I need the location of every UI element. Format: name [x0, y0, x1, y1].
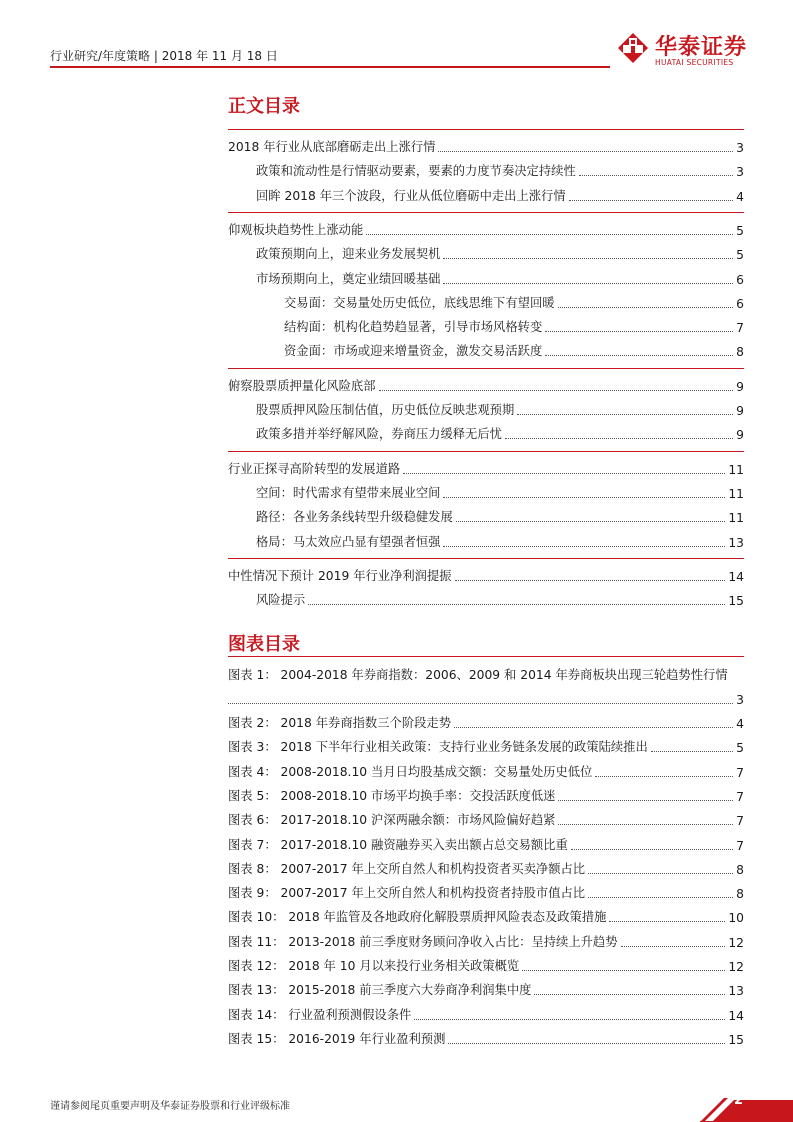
toc-entry-page: 3 [736, 141, 744, 155]
figure-entry-page: 7 [736, 838, 744, 853]
leader-dots [609, 921, 725, 922]
toc-entry-page: 13 [728, 535, 744, 550]
toc-group-divider [228, 129, 744, 130]
footer-disclaimer: 谨请参阅尾页重要声明及华泰证券股票和行业评级标准 [50, 1101, 290, 1112]
toc-entry-label: 市场预期向上，奠定业绩回暖基础 [256, 271, 441, 286]
leader-dots [569, 200, 734, 201]
figure-entry-page: 13 [728, 984, 744, 999]
toc-entry-label: 股票质押风险压制估值，历史低位反映悲观预期 [256, 403, 515, 417]
leader-dots [454, 727, 733, 728]
toc-entry-label: 行业正探寻高阶转型的发展道路 [228, 461, 401, 476]
toc-group-divider [228, 558, 744, 559]
leader-dots [588, 897, 733, 898]
toc-entry-page: 9 [736, 379, 744, 394]
toc-entry-level-1[interactable] [228, 220, 744, 238]
leader-dots [517, 414, 733, 415]
page-number: 2 [734, 1093, 744, 1108]
figure-entry-1-continuation[interactable] [228, 689, 744, 707]
leader-dots [522, 970, 725, 971]
leader-dots [558, 800, 733, 801]
figure-entry[interactable] [228, 907, 744, 925]
figure-entry-page: 15 [728, 1032, 744, 1047]
leader-dots [448, 1043, 725, 1044]
toc-entry-label: 仰观板块趋势性上涨动能 [228, 222, 364, 237]
figures-title-divider [228, 656, 744, 657]
leader-dots [455, 580, 726, 581]
toc-entry-label: 格局：马太效应凸显有望强者恒强 [256, 534, 441, 549]
leader-dots [588, 873, 733, 874]
toc-entry-level-2[interactable] [256, 400, 744, 418]
toc-title: 正文目录 [228, 96, 300, 117]
toc-entry-level-2[interactable] [256, 244, 744, 262]
leader-dots [545, 331, 733, 332]
toc-entry-level-2[interactable] [256, 532, 744, 550]
toc-entry-label: 中性情况下预计 2019 年行业净利润提振 [228, 568, 452, 583]
toc-entry-level-2[interactable] [256, 590, 744, 608]
leader-dots [443, 258, 733, 259]
figure-entry-label: 图表 13： 2015-2018 前三季度六大券商净利润集中度 [228, 983, 532, 998]
leader-dots [558, 824, 733, 825]
figure-entry[interactable] [228, 713, 744, 731]
figure-entry-label: 图表 14： 行业盈利预测假设条件 [228, 1007, 412, 1022]
figure-entry-page: 7 [736, 814, 744, 829]
leader-dots [403, 473, 725, 474]
toc-entry-level-2[interactable] [256, 186, 744, 204]
leader-dots [456, 521, 726, 522]
figure-entry-label: 图表 10： 2018 年监管及各地政府化解股票质押风险表态及政策措施 [228, 910, 607, 925]
leader-dots [443, 283, 733, 284]
leader-dots [414, 1019, 725, 1020]
toc-entry-label: 路径：各业务条线转型升级稳健发展 [256, 510, 453, 525]
figure-entry-label: 图表 3： 2018 下半年行业相关政策：支持行业业务链条发展的政策陆续推出 [228, 740, 648, 755]
toc-entry-label: 政策预期向上，迎来业务发展契机 [256, 247, 441, 262]
figure-entry-page: 7 [736, 765, 744, 780]
leader-dots [621, 946, 726, 947]
toc-group-divider [228, 368, 744, 369]
header-divider [50, 66, 610, 68]
toc-entry-page: 11 [728, 486, 744, 501]
figure-entry[interactable] [228, 980, 744, 998]
toc-entry-level-1[interactable] [228, 566, 744, 584]
toc-entry-page: 9 [736, 428, 744, 443]
leader-dots [545, 355, 733, 356]
figure-entry-page: 5 [736, 741, 744, 756]
toc-entry-level-3[interactable] [284, 341, 744, 359]
figure-entry[interactable] [228, 835, 744, 853]
leader-dots [443, 497, 725, 498]
toc-entry-label: 空间：时代需求有望带来展业空间 [256, 485, 441, 500]
figure-entry-label: 图表 4： 2008-2018.10 当月日均股基成交额：交易量处历史低位 [228, 764, 593, 779]
toc-entry-page: 3 [736, 165, 744, 180]
toc-entry-label: 资金面：市场或迎来增量资金，激发交易活跃度 [284, 344, 543, 359]
toc-group-divider [228, 451, 744, 452]
toc-entry-page: 8 [736, 345, 744, 360]
leader-dots [595, 776, 733, 777]
toc-entry-page: 6 [736, 272, 744, 287]
toc-entry-label: 结构面：机构化趋势趋显著，引导市场风格转变 [284, 320, 543, 335]
header-text: 行业研究/年度策略 | 2018 年 11 月 18 日 [50, 49, 278, 63]
figure-entry-label: 图表 2： 2018 年券商指数三个阶段走势 [228, 716, 452, 730]
figure-entry-page: 8 [736, 862, 744, 877]
figure-entry-label: 图表 15： 2016-2019 年行业盈利预测 [228, 1031, 446, 1046]
toc-entry-page: 6 [736, 296, 744, 311]
figure-entry[interactable] [228, 932, 744, 950]
toc-entry-level-2[interactable] [256, 161, 744, 179]
toc-entry-page: 4 [736, 189, 744, 204]
figure-entry[interactable] [228, 786, 744, 804]
leader-dots [558, 307, 734, 308]
leader-dots [379, 390, 734, 391]
toc-entry-level-1[interactable] [228, 137, 744, 155]
toc-entry-level-2[interactable] [256, 269, 744, 287]
toc-entry-page: 9 [736, 404, 744, 418]
leader-dots [651, 751, 733, 752]
figure-entry[interactable] [228, 737, 744, 755]
figure-entry[interactable] [228, 956, 744, 974]
toc-entry-label: 交易面：交易量处历史低位，底线思维下有望回暖 [284, 295, 555, 310]
toc-entry-level-3[interactable] [284, 317, 744, 335]
leader-dots [571, 849, 733, 850]
leader-dots [308, 604, 725, 605]
figure-entry-page: 12 [728, 935, 744, 950]
leader-dots [534, 994, 725, 995]
figure-entry-label: 图表 11： 2013-2018 前三季度财务顾问净收入占比：呈持续上升趋势 [228, 934, 618, 949]
toc-entry-level-1[interactable] [228, 376, 744, 394]
huatai-logo-icon [617, 32, 649, 64]
toc-entry-level-2[interactable] [256, 424, 744, 442]
leader-dots [438, 151, 733, 152]
logo-chinese-name: 华泰证券 [655, 35, 748, 60]
figure-entry-page: 10 [728, 911, 744, 926]
toc-entry-label: 2018 年行业从底部磨砺走出上涨行情 [228, 140, 436, 154]
leader-dots [579, 175, 733, 176]
figure-entry[interactable] [228, 883, 744, 901]
toc-group-divider [228, 212, 744, 213]
toc-entry-level-2[interactable] [256, 483, 744, 501]
toc-entry-page: 5 [736, 248, 744, 263]
toc-entry-page: 11 [728, 462, 744, 477]
figure-entry-label: 图表 1： 2004-2018 年券商指数：2006、2009 和 2014 年券商板块出现三轮趋势性行情 [228, 668, 728, 682]
figure-entry-page: 4 [736, 717, 744, 731]
leader-dots [505, 438, 733, 439]
figure-entry-page: 7 [736, 789, 744, 804]
figure-entry-label: 图表 6： 2017-2018.10 沪深两融余额：市场风险偏好趋紧 [228, 813, 556, 828]
figure-entry-page: 12 [728, 960, 744, 974]
figure-entry-label: 图表 12： 2018 年 10 月以来投行业务相关政策概览 [228, 959, 520, 973]
figure-entry[interactable] [228, 762, 744, 780]
toc-entry-page: 14 [728, 569, 744, 584]
figure-entry-page: 14 [728, 1008, 744, 1023]
figure-entry[interactable] [228, 1005, 744, 1023]
figure-entry[interactable] [228, 810, 744, 828]
toc-entry-level-3[interactable] [284, 293, 744, 311]
leader-dots [228, 703, 733, 704]
toc-entry-page: 5 [736, 223, 744, 238]
figure-entry-page: 8 [736, 887, 744, 902]
toc-entry-label: 回眸 2018 年三个波段，行业从低位磨砺中走出上涨行情 [256, 188, 566, 203]
toc-entry-page: 7 [736, 321, 744, 336]
toc-entry-level-2[interactable] [256, 507, 744, 525]
leader-dots [366, 234, 733, 235]
company-logo [617, 28, 747, 72]
figure-entry-label: 图表 8： 2007-2017 年上交所自然人和机构投资者买卖净额占比 [228, 861, 586, 876]
figure-entry-label: 图表 5： 2008-2018.10 市场平均换手率：交投活跃度低迷 [228, 788, 556, 803]
figure-entry-1[interactable] [228, 665, 744, 683]
figure-entry-label: 图表 9： 2007-2017 年上交所自然人和机构投资者持股市值占比 [228, 886, 586, 901]
toc-entry-page: 15 [728, 594, 744, 609]
figure-entry-page: 3 [736, 693, 744, 707]
toc-entry-page: 11 [728, 511, 744, 526]
leader-dots [443, 546, 725, 547]
logo-english-name: HUATAI SECURITIES [655, 58, 734, 67]
toc-entry-label: 风险提示 [256, 593, 306, 608]
footer-corner-shape [700, 1080, 793, 1122]
toc-entry-label: 政策多措并举纾解风险，券商压力缓释无后忧 [256, 427, 502, 442]
figure-entry[interactable] [228, 1029, 744, 1047]
figure-entry[interactable] [228, 859, 744, 877]
toc-entry-level-1[interactable] [228, 459, 744, 477]
figures-title: 图表目录 [228, 634, 300, 655]
toc-entry-label: 政策和流动性是行情驱动要素，要素的力度节奏决定持续性 [256, 164, 576, 179]
figure-entry-label: 图表 7： 2017-2018.10 融资融券买入卖出额占总交易额比重 [228, 837, 568, 852]
toc-entry-label: 俯察股票质押量化风险底部 [228, 378, 376, 393]
